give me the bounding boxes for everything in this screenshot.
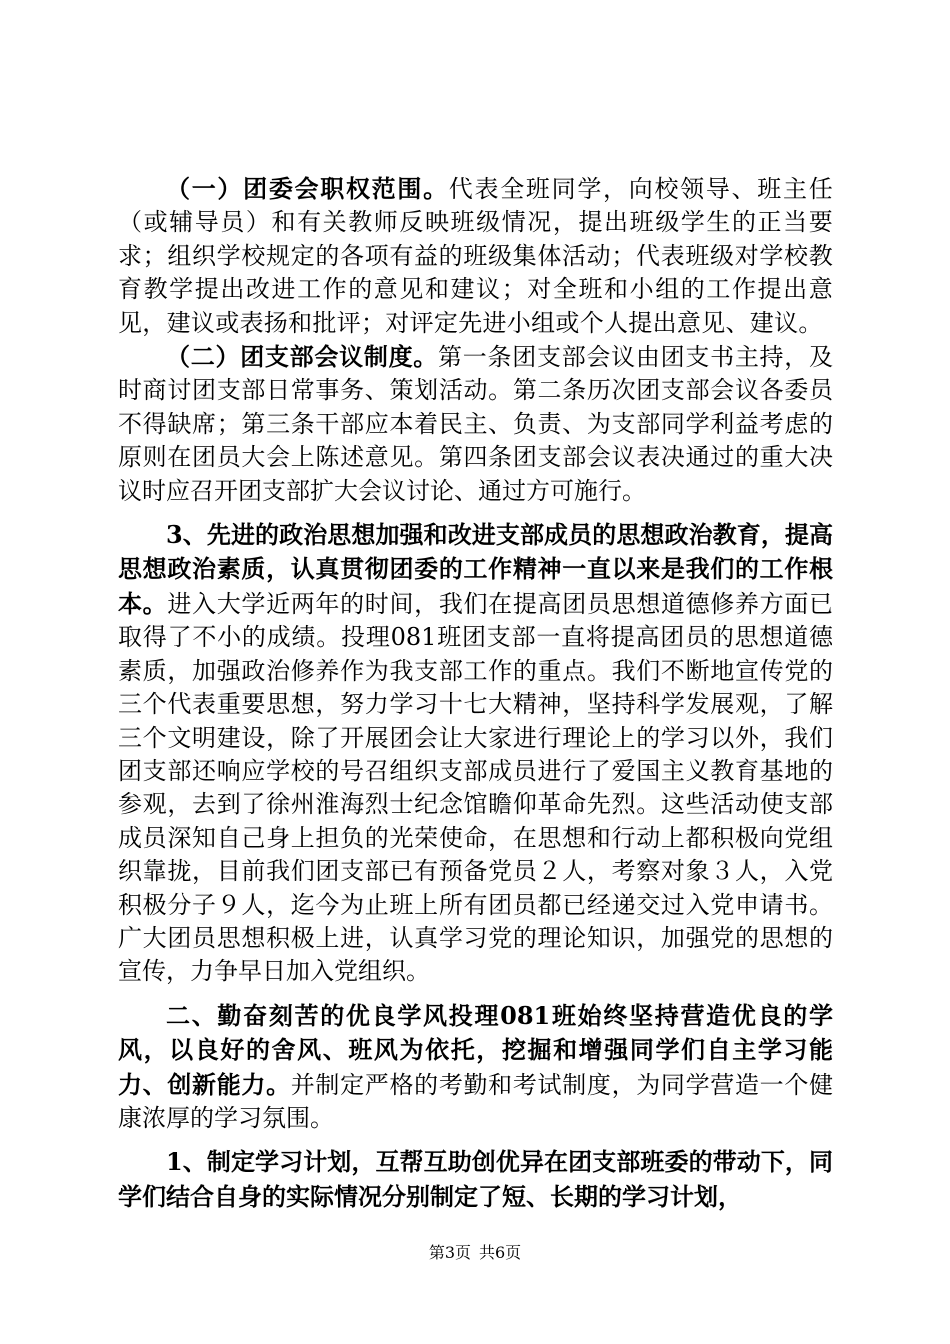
paragraph-study-plan	[118, 1145, 833, 1214]
page-number: 第3页	[428, 1243, 471, 1262]
paragraph-heading: 二、勤奋刻苦的优良学风投理081班始终坚持营造优良的学风，以良好的舍风、班风为依托，挖掘和增强同学们自主学习能力、创新能力。	[118, 1000, 833, 1099]
paragraph-text: 第一条团支部会议由团支书主持，及时商讨团支部日常事务、策划活动。第二条历次团支部会议各委员不得缺席；第三条干部应本着民主、负责、为支部同学利益考虑的原则在团员大会上陈述意见。第四条团支部会议表决通过的重大决议时应召开团支部扩大会议讨论、通过方可施行。	[118, 343, 834, 505]
paragraph-heading: （二）团支部会议制度。	[166, 342, 439, 372]
document-body	[118, 172, 833, 1214]
paragraph-heading: 1、制定学习计划，互帮互助创优异在团支部班委的带动下，同学们结合自身的实际情况分别制定了短、长期的学习计划，	[118, 1147, 833, 1211]
page-total: 共6页	[479, 1243, 522, 1262]
paragraph-branch-meeting-system	[118, 340, 833, 508]
paragraph-text: 代表全班同学，向校领导、班主任（或辅导员）和有关教师反映班级情况，提出班级学生的正当要求；组织学校规定的各项有益的班级集体活动；代表班级对学校教育教学提出改进工作的意见和建议；对全班和小组的工作提出意见，建议或表扬和批评；对评定先进小组或个人提出意见、建议。	[118, 175, 834, 337]
paragraph-heading: （一）团委会职权范围。	[166, 174, 449, 203]
paragraph-text: 并制定严格的考勤和考试制度，为同学营造一个健康浓厚的学习氛围。	[118, 1070, 833, 1132]
page-footer	[0, 1240, 950, 1263]
paragraph-political-thought	[118, 518, 833, 989]
paragraph-study-style	[118, 999, 833, 1136]
paragraph-league-committee-scope	[118, 172, 833, 340]
paragraph-heading: 3、先进的政治思想加强和改进支部成员的思想政治教育，提高思想政治素质，认真贯彻团委的工作精神一直以来是我们的工作根本。	[118, 520, 833, 618]
paragraph-text: 进入大学近两年的时间，我们在提高团员思想道德修养方面已取得了不小的成绩。投理081班团支部一直将提高团员的思想道德素质，加强政治修养作为我支部工作的重点。我们不断地宣传党的三个代表重要思想，努力学习十七大精神，坚持科学发展观，了解三个文明建设，除了开展团会让大家进行理论上的学习以外，我们团支部还响应学校的号召组织支部成员进行了爱国主义教育基地的参观，去到了徐州淮海烈士纪念馆瞻仰革命先烈。这些活动使支部成员深知自己身上担负的光荣使命，在思想和行动上都积极向党组织靠拢，目前我们团支部已有预备党员２人，考察对象３人，入党积极分子９人，迄今为止班上所有团员都已经递交过入党申请书。广大团员思想积极上进，认真学习党的理论知识，加强党的思想的宣传，力争早日加入党组织。	[118, 589, 834, 986]
